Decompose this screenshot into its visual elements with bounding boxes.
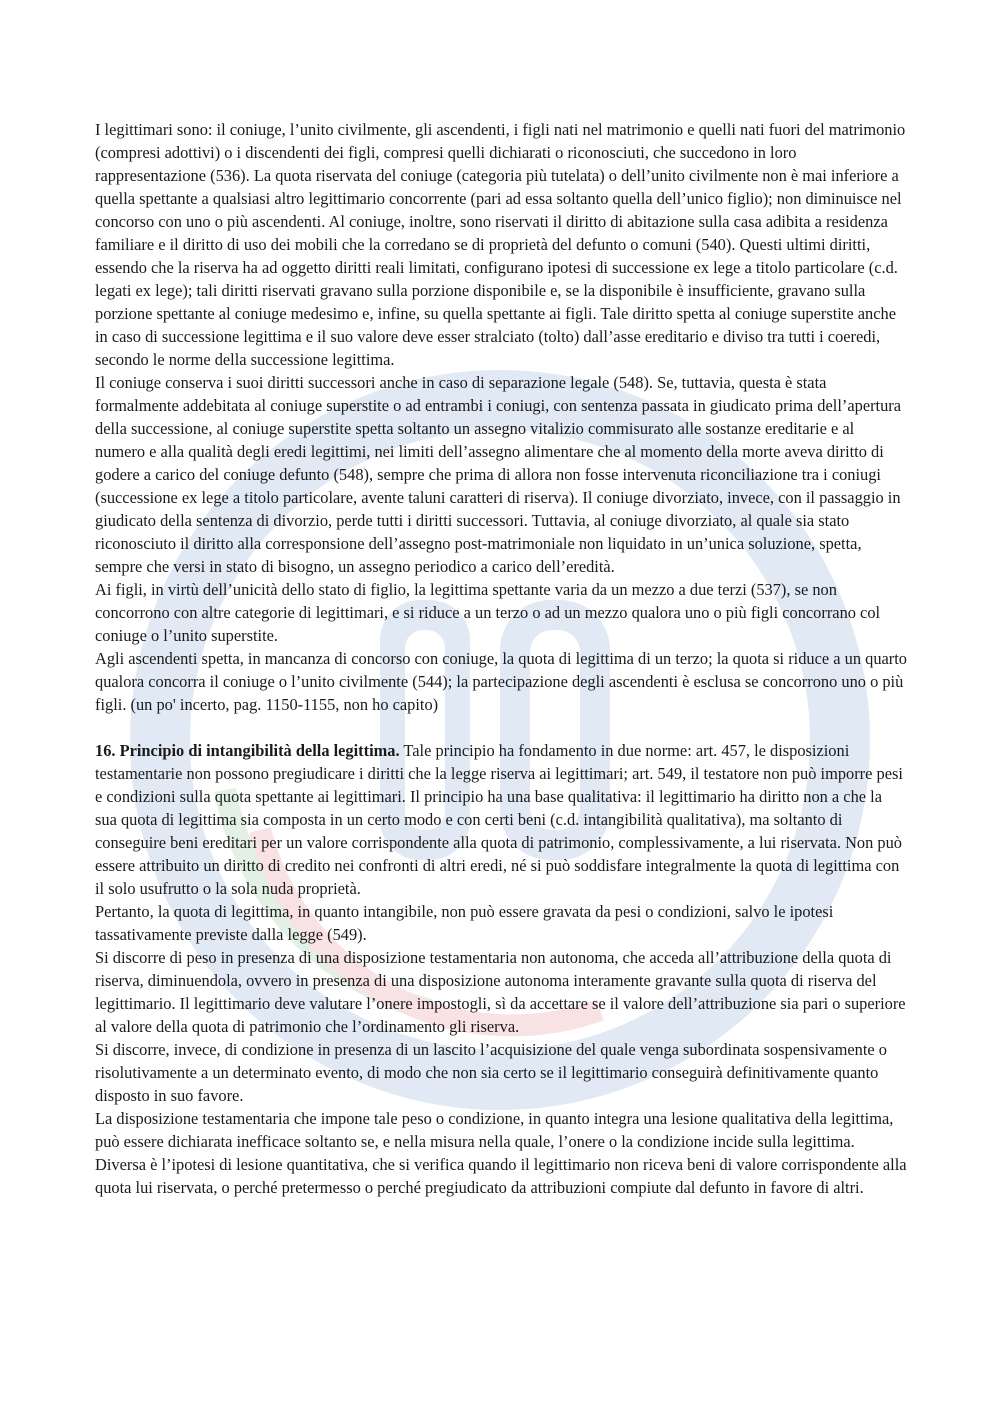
paragraph-lesione: La disposizione testamentaria che impone tale peso o condizione, in quanto integra una lesione qualitativa della legittima, può essere dichiarata inefficace soltanto se, e nella misura nella quale, l’onere o la condizione incide sulla legittima. Diversa è l’ipotesi di lesione quantitativa, che si verifica quando il legittimario non riceva beni di valore corrispondente alla quota lui riservata, o perché pretermesso o perché pregiudicato da attribuzioni compiute dal defunto in favore di altri. [95, 1109, 907, 1197]
paragraph-coniuge-separazione: Il coniuge conserva i suoi diritti successori anche in caso di separazione legale (548). Se, tuttavia, questa è stata formalmente addebitata al coniuge superstite o ad entrambi i coniugi, con sentenza passata in giudicato prima dell’apertura della successione, al coniuge superstite spetta soltanto un assegno vitalizio commisurato alle sostanze ereditarie e al numero e alla qualità degli eredi legittimi, nei limiti dell’assegno alimentare che al momento della morte aveva diritto di godere a carico del coniuge defunto (548), sempre che prima di allora non fosse intervenuta riconciliazione tra i coniugi (successione ex lege a titolo particolare, avente taluni caratteri di riserva). Il coniuge divorziato, invece, con il passaggio in giudicato della sentenza di divorzio, perde tutti i diritti successori. Tuttavia, al coniuge divorziato, al quale sia stato riconosciuto il diritto alla corresponsione dell’assegno post-matrimoniale non liquidato in un’unica soluzione, spetta, sempre che versi in stato di bisogno, un assegno periodico a carico dell’eredità. [95, 373, 902, 576]
paragraph-peso: Si discorre di peso in presenza di una disposizione testamentaria non autonoma, che acceda all’attribuzione della quota di riserva, diminuendola, ovvero in presenza di una disposizione autonoma interamente gravante sulla quota di riserva del legittimario. Il legittimario deve valutare l’onere impostogli, sì da accettare se il valore dell’attribuzione sia pari o superiore al valore della quota di patrimonio che l’ordinamento gli riserva. [95, 948, 906, 1036]
paragraph-legittimari: I legittimari sono: il coniuge, l’unito civilmente, gli ascendenti, i figli nati nel matrimonio e quelli nati fuori del matrimonio (compresi adottivi) o i discendenti dei figli, compresi quelli dichiarati o riconosciuti, che succedono in loro rappresentazione (536). La quota riservata del coniuge (categoria più tutelata) o dell’unito civilmente non è mai inferiore a quella spettante a qualsiasi altro legittimario concorrente (pari ad essa soltanto quella dell’unico figlio); non diminuisce nel concorso con uno o più ascendenti. Al coniuge, inoltre, sono riservati il diritto di abitazione sulla casa adibita a residenza familiare e il diritto di uso dei mobili che la corredano se di proprietà del defunto o comuni (540). Questi ultimi diritti, essendo che la riserva ha ad oggetto diritti reali limitati, configurano ipotesi di successione ex lege a titolo particolare (c.d. legati ex lege); tali diritti riservati gravano sulla porzione disponibile e, se la disponibile è insufficiente, gravano sulla porzione spettante al coniuge medesimo e, infine, su quella spettante ai figli. Tale diritto spetta al coniuge superstite anche in caso di successione legittima e il suo valore deve esser stralciato (tolto) dall’asse ereditario e diviso tra tutti i coeredi, secondo le norme della successione legittima. [95, 120, 906, 369]
paragraph-pertanto: Pertanto, la quota di legittima, in quanto intangibile, non può essere gravata da pesi o condizioni, salvo le ipotesi tassativamente previste dalla legge (549). [95, 902, 834, 944]
section-heading: 16. Principio di intangibilità della legittima. [95, 741, 400, 760]
document-body [95, 118, 907, 1199]
paragraph-figli: Ai figli, in virtù dell’unicità dello stato di figlio, la legittima spettante varia da un mezzo a due terzi (537), se non concorrono con altre categorie di legittimari, e si riduce a un terzo o ad un mezzo qualora uno o più figli concorrano col coniuge o l’unito superstite. [95, 580, 881, 645]
paragraph-ascendenti: Agli ascendenti spetta, in mancanza di concorso con coniuge, la quota di legittima di un terzo; la quota si riduce a un quarto qualora concorra il coniuge o l’unito civilmente (544); la partecipazione degli ascendenti è esclusa se concorrono uno o più figli. (un po' incerto, pag. 1150-1155, non ho capito) [95, 649, 907, 714]
paragraph-condizione: Si discorre, invece, di condizione in presenza di un lascito l’acquisizione del quale venga subordinata sospensivamente o risolutivamente a un determinato evento, di modo che non sia certo se il legittimario conseguirà definitivamente quanto disposto in suo favore. [95, 1040, 887, 1105]
paragraph-section-16 [95, 739, 907, 900]
section-16-text: Tale principio ha fondamento in due norme: art. 457, le disposizioni testamentarie non possono pregiudicare i diritti che la legge riserva ai legittimari; art. 549, il testatore non può imporre pesi e condizioni sulla quota spettante ai legittimari. Il principio ha una base qualitativa: il legittimario ha diritto non a che la sua quota di legittima sia composta in un certo modo e con certi beni (c.d. intangibilità qualitativa), ma soltanto di conseguire beni ereditari per un valore corrispondente alla quota di patrimonio, complessivamente, a lui riservata. Non può essere attribuito un diritto di credito nei confronti di altri eredi, né si può soddisfare integralmente la quota di legittima con il solo usufrutto o la sola nuda proprietà. [95, 741, 903, 898]
